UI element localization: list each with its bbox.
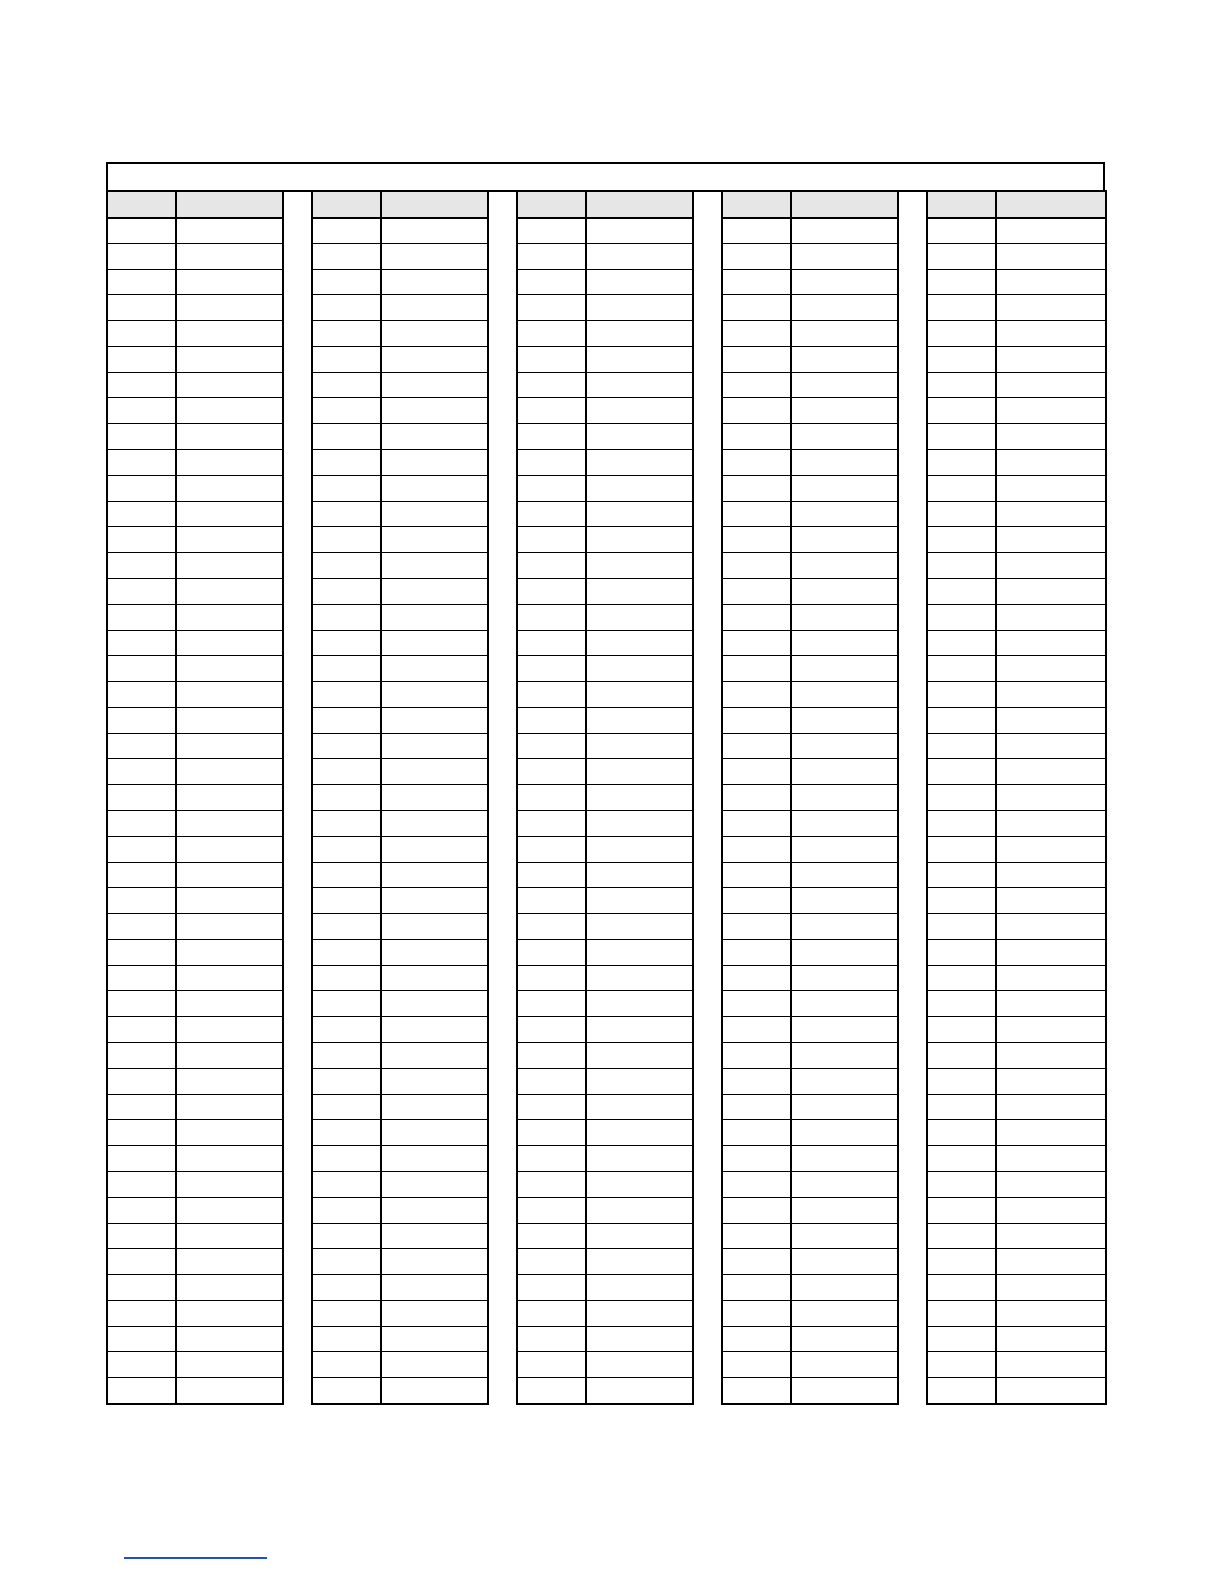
table-row-line [721,810,899,811]
table-row-line [516,810,694,811]
title-top-border [106,162,1105,164]
table-row-line [311,526,489,527]
table-row-line [516,1326,694,1327]
table-row-line [926,1403,1107,1405]
table-row-line [311,630,489,631]
table-row-line [926,1016,1107,1017]
table-row-line [516,1171,694,1172]
table-row-line [106,526,284,527]
table-row-line [106,630,284,631]
table-row-line [516,1042,694,1043]
table-row-line [311,758,489,759]
table-row-line [516,836,694,837]
table-row-line [926,1042,1107,1043]
table-row-line [926,733,1107,734]
table-row-line [721,1300,899,1301]
table-row-line [721,423,899,424]
table-row-line [721,965,899,966]
table-row-line [106,501,284,502]
table-row-line [516,1119,694,1120]
table-row-line [926,1326,1107,1327]
table-row-line [516,1274,694,1275]
table-row-line [106,269,284,270]
table-row-line [721,733,899,734]
footer-link-underline[interactable] [124,1557,267,1559]
table-row-line [106,1042,284,1043]
table-row-line [106,862,284,863]
table-row-line [721,836,899,837]
column-header-cell [313,192,380,217]
table-row-line [926,346,1107,347]
table-row-line [516,733,694,734]
table-row-line [106,320,284,321]
column-header-cell [177,192,282,217]
table-row-line [926,630,1107,631]
table-row-line [926,1171,1107,1172]
table-row-line [721,758,899,759]
table-row-line [311,1300,489,1301]
table-row-line [926,1248,1107,1249]
table-row-line [721,475,899,476]
table-row-line [926,243,1107,244]
table-row-line [721,862,899,863]
table-row-line [106,475,284,476]
table-row-line [106,1300,284,1301]
table-row-line [516,681,694,682]
table-row-line [721,320,899,321]
table-row-line [106,1248,284,1249]
table-row-line [106,578,284,579]
column-header-cell [518,192,585,217]
table-row-line [926,913,1107,914]
table-row-line [721,1145,899,1146]
table-row-line [311,965,489,966]
table-row-line [311,423,489,424]
table-row-line [516,449,694,450]
column-header-cell [108,192,175,217]
table-row-line [516,1300,694,1301]
table-row-line [926,604,1107,605]
table-row-line [926,1351,1107,1352]
table-row-line [721,1351,899,1352]
table-row-line [721,1042,899,1043]
table-row-line [721,397,899,398]
table-row-line [516,1145,694,1146]
table-row-line [926,887,1107,888]
table-row-line [311,1094,489,1095]
table-row-line [311,346,489,347]
table-row-line [516,346,694,347]
table-row-line [516,1223,694,1224]
table-row-line [311,294,489,295]
table-row-line [516,243,694,244]
table-row-line [516,1197,694,1198]
table-row-line [926,269,1107,270]
table-row-line [721,501,899,502]
table-row-line [106,939,284,940]
table-row-line [721,630,899,631]
table-row-line [106,1197,284,1198]
table-row-line [106,1274,284,1275]
table-row-line [721,552,899,553]
table-row-line [106,1326,284,1327]
table-row-line [106,294,284,295]
table-row-line [721,294,899,295]
table-row-line [106,784,284,785]
table-row-line [516,320,694,321]
table-row-line [926,836,1107,837]
table-row-line [106,1223,284,1224]
table-row-line [516,990,694,991]
table-row-line [106,372,284,373]
table-row-line [516,372,694,373]
table-row-line [311,501,489,502]
table-row-line [311,243,489,244]
table-row-line [311,475,489,476]
table-row-line [721,1197,899,1198]
table-row-line [721,346,899,347]
table-row-line [721,372,899,373]
table-row-line [721,939,899,940]
table-row-line [721,1326,899,1327]
table-row-line [721,526,899,527]
table-row-line [926,655,1107,656]
table-row-line [516,526,694,527]
table-row-line [311,733,489,734]
table-row-line [926,372,1107,373]
table-row-line [106,810,284,811]
table-row-line [516,1351,694,1352]
table-row-line [926,707,1107,708]
table-row-line [926,862,1107,863]
header-bottom-border [516,217,694,219]
column-header-cell [792,192,897,217]
table-row-line [926,990,1107,991]
table-row-line [311,655,489,656]
table-row-line [311,681,489,682]
table-row-line [311,552,489,553]
table-row-line [106,243,284,244]
table-row-line [926,939,1107,940]
table-row-line [311,1068,489,1069]
table-row-line [721,990,899,991]
table-row-line [926,526,1107,527]
column-header-cell [928,192,995,217]
table-row-line [311,372,489,373]
table-row-line [106,1119,284,1120]
table-row-line [106,1016,284,1017]
table-row-line [106,397,284,398]
title-right-border [1103,162,1105,190]
table-row-line [516,269,694,270]
table-row-line [516,1248,694,1249]
table-row-line [516,630,694,631]
table-row-line [721,1068,899,1069]
table-row-line [516,862,694,863]
table-row-line [926,1119,1107,1120]
table-row-line [721,887,899,888]
table-row-line [926,449,1107,450]
table-row-line [926,475,1107,476]
table-row-line [516,784,694,785]
table-row-line [516,552,694,553]
table-row-line [516,1016,694,1017]
table-row-line [926,423,1107,424]
table-row-line [721,578,899,579]
table-row-line [516,475,694,476]
table-row-line [926,1145,1107,1146]
table-row-line [106,1171,284,1172]
table-row-line [106,423,284,424]
table-row-line [721,1274,899,1275]
table-row-line [106,681,284,682]
table-row-line [516,397,694,398]
table-row-line [516,604,694,605]
table-row-line [926,552,1107,553]
table-row-line [106,655,284,656]
table-row-line [311,604,489,605]
table-row-line [516,501,694,502]
table-row-line [106,965,284,966]
table-row-line [106,1403,284,1405]
table-row-line [106,707,284,708]
table-row-line [516,1068,694,1069]
table-row-line [106,990,284,991]
table-row-line [721,1223,899,1224]
table-row-line [926,1068,1107,1069]
table-row-line [311,1274,489,1275]
column-header-cell [723,192,790,217]
table-row-line [721,784,899,785]
table-row-line [516,965,694,966]
table-row-line [311,449,489,450]
table-row-line [721,655,899,656]
table-row-line [721,1094,899,1095]
table-row-line [106,1351,284,1352]
table-row-line [106,887,284,888]
table-row-line [926,294,1107,295]
table-row-line [311,1248,489,1249]
table-row-line [926,397,1107,398]
table-row-line [926,1377,1107,1378]
table-row-line [311,1171,489,1172]
table-row-line [721,243,899,244]
table-row-line [311,320,489,321]
table-row-line [311,707,489,708]
table-row-line [516,939,694,940]
table-row-line [516,655,694,656]
table-row-line [311,1326,489,1327]
table-row-line [516,423,694,424]
table-row-line [106,1094,284,1095]
table-row-line [106,346,284,347]
table-row-line [311,784,489,785]
table-row-line [926,1274,1107,1275]
table-row-line [106,1377,284,1378]
table-row-line [926,810,1107,811]
table-row-line [721,1403,899,1405]
table-row-line [926,1300,1107,1301]
table-row-line [721,1171,899,1172]
table-row-line [721,707,899,708]
table-row-line [311,810,489,811]
table-row-line [926,320,1107,321]
table-row-line [926,758,1107,759]
table-row-line [721,269,899,270]
table-row-line [311,1223,489,1224]
table-row-line [926,1094,1107,1095]
table-row-line [926,578,1107,579]
table-row-line [106,836,284,837]
table-row-line [516,887,694,888]
table-row-line [106,1068,284,1069]
table-row-line [311,836,489,837]
table-title [108,164,1104,190]
table-row-line [516,758,694,759]
table-row-line [311,939,489,940]
title-left-border [106,162,108,190]
table-row-line [516,578,694,579]
table-row-line [106,449,284,450]
table-row-line [926,965,1107,966]
header-bottom-border [311,217,489,219]
table-row-line [106,913,284,914]
table-row-line [926,501,1107,502]
table-row-line [106,1145,284,1146]
table-row-line [106,604,284,605]
table-row-line [311,913,489,914]
table-row-line [311,990,489,991]
header-bottom-border [721,217,899,219]
table-row-line [311,1403,489,1405]
table-row-line [721,913,899,914]
column-header-cell [997,192,1105,217]
table-row-line [311,397,489,398]
table-row-line [106,552,284,553]
column-header-cell [587,192,692,217]
table-row-line [516,1094,694,1095]
column-header-cell [382,192,487,217]
table-row-line [311,1042,489,1043]
table-row-line [516,1377,694,1378]
table-row-line [926,1223,1107,1224]
table-row-line [721,1377,899,1378]
table-row-line [311,862,489,863]
table-row-line [721,449,899,450]
table-row-line [721,1248,899,1249]
table-row-line [311,1145,489,1146]
table-row-line [721,604,899,605]
table-row-line [311,1377,489,1378]
table-row-line [311,269,489,270]
header-bottom-border [106,217,284,219]
table-row-line [721,681,899,682]
table-row-line [516,294,694,295]
table-row-line [926,681,1107,682]
table-row-line [516,707,694,708]
table-row-line [311,1016,489,1017]
table-row-line [721,1119,899,1120]
table-row-line [516,1403,694,1405]
table-row-line [311,1119,489,1120]
table-row-line [311,1351,489,1352]
table-row-line [721,1016,899,1017]
table-row-line [106,758,284,759]
header-bottom-border [926,217,1107,219]
table-row-line [516,913,694,914]
table-row-line [311,578,489,579]
table-row-line [926,1197,1107,1198]
table-row-line [311,1197,489,1198]
table-row-line [311,887,489,888]
table-row-line [106,733,284,734]
table-row-line [926,784,1107,785]
